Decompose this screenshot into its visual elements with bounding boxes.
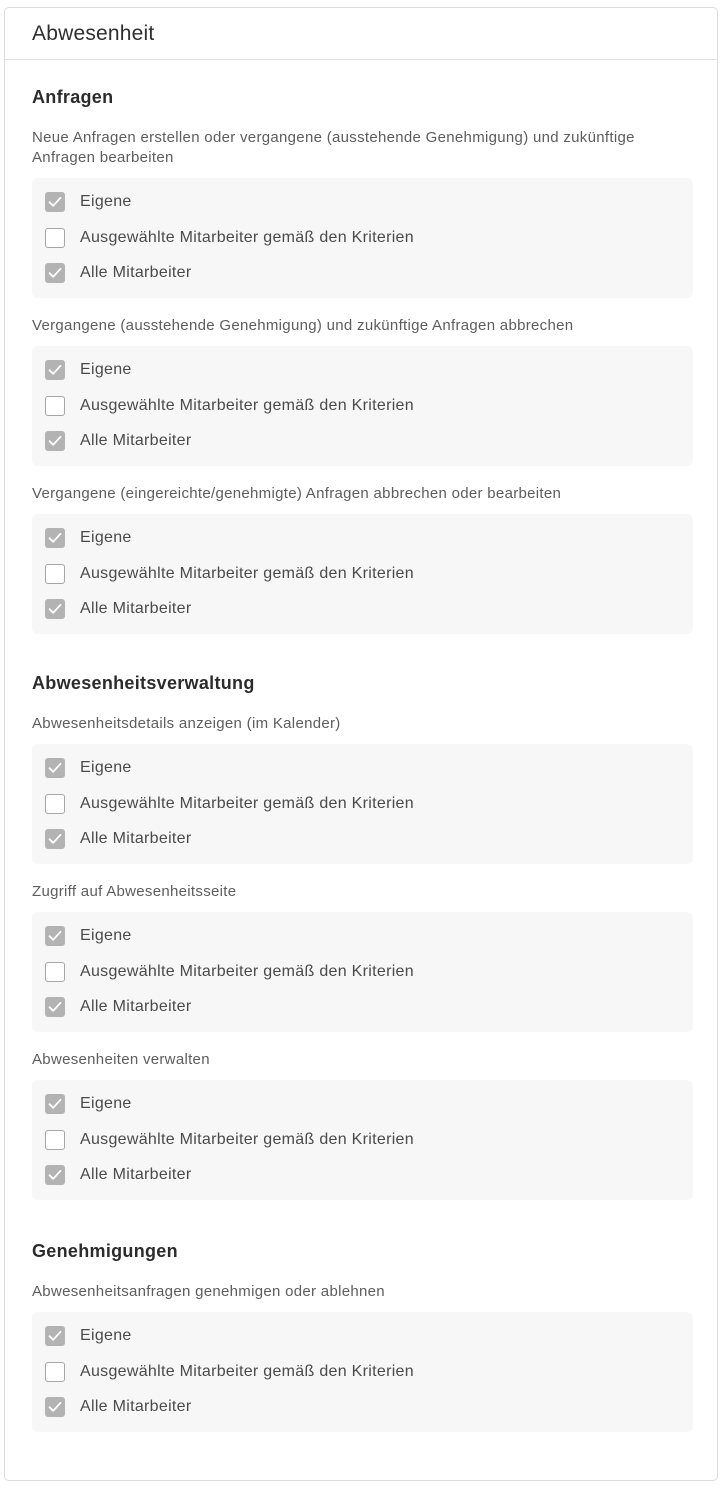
option-label: Ausgewählte Mitarbeiter gemäß den Kriterien [80, 228, 414, 246]
check-icon [48, 1169, 62, 1181]
permission-option[interactable] [45, 563, 693, 599]
permission-group [32, 484, 693, 634]
permission-section [32, 1241, 693, 1432]
permission-description: Abwesenheiten verwalten [32, 1051, 210, 1068]
permission-option[interactable] [45, 757, 693, 793]
permission-options [32, 744, 693, 864]
option-label: Eigene [80, 529, 132, 546]
checkbox-checked[interactable] [45, 1094, 65, 1114]
checkbox-checked[interactable] [45, 758, 65, 778]
check-icon [48, 930, 62, 942]
checkbox-checked[interactable] [45, 829, 65, 849]
option-label: Alle Mitarbeiter [80, 998, 192, 1015]
option-label: Eigene [80, 1095, 132, 1112]
check-icon [48, 1401, 62, 1413]
permission-option[interactable] [45, 1164, 693, 1200]
permission-options [32, 912, 693, 1032]
permission-option[interactable] [45, 395, 693, 431]
option-label: Ausgewählte Mitarbeiter gemäß den Kriterien [80, 794, 414, 812]
permission-option[interactable] [45, 996, 693, 1032]
check-icon [48, 762, 62, 774]
checkbox-checked[interactable] [45, 997, 65, 1017]
permission-group [32, 1050, 693, 1200]
absence-permissions-card [4, 7, 718, 1481]
checkbox-checked[interactable] [45, 599, 65, 619]
permission-group [32, 316, 693, 466]
checkbox-unchecked[interactable] [45, 1130, 65, 1150]
permission-group [32, 1282, 693, 1432]
permission-group [32, 882, 693, 1032]
check-icon [48, 1001, 62, 1013]
checkbox-unchecked[interactable] [45, 1362, 65, 1382]
section-title: Abwesenheitsverwaltung [32, 673, 255, 693]
option-label: Alle Mitarbeiter [80, 432, 192, 449]
option-label: Ausgewählte Mitarbeiter gemäß den Kriterien [80, 1130, 414, 1148]
check-icon [48, 435, 62, 447]
check-icon [48, 267, 62, 279]
option-label: Alle Mitarbeiter [80, 830, 192, 847]
permission-options [32, 1080, 693, 1200]
option-label: Ausgewählte Mitarbeiter gemäß den Kriterien [80, 564, 414, 582]
checkbox-checked[interactable] [45, 1165, 65, 1185]
check-icon [48, 196, 62, 208]
checkbox-checked[interactable] [45, 1397, 65, 1417]
permission-options [32, 1312, 693, 1432]
checkbox-unchecked[interactable] [45, 564, 65, 584]
permission-option[interactable] [45, 793, 693, 829]
checkbox-checked[interactable] [45, 528, 65, 548]
option-label: Alle Mitarbeiter [80, 264, 192, 281]
option-label: Ausgewählte Mitarbeiter gemäß den Kriterien [80, 962, 414, 980]
permission-option[interactable] [45, 262, 693, 298]
check-icon [48, 532, 62, 544]
card-title: Abwesenheit [32, 21, 155, 45]
permission-description: Abwesenheitsdetails anzeigen (im Kalender) [32, 715, 341, 732]
check-icon [48, 1330, 62, 1342]
option-label: Eigene [80, 759, 132, 776]
checkbox-checked[interactable] [45, 192, 65, 212]
permission-section [32, 673, 693, 1200]
option-label: Alle Mitarbeiter [80, 1398, 192, 1415]
option-label: Eigene [80, 193, 132, 210]
permission-group [32, 714, 693, 864]
permission-option[interactable] [45, 191, 693, 227]
option-label: Eigene [80, 1327, 132, 1344]
permission-description: Vergangene (eingereichte/genehmigte) Anfragen abbrechen oder bearbeiten [32, 485, 562, 502]
permission-options [32, 514, 693, 634]
check-icon [48, 603, 62, 615]
option-label: Eigene [80, 927, 132, 944]
permission-options [32, 178, 693, 298]
permission-option[interactable] [45, 1093, 693, 1129]
checkbox-checked[interactable] [45, 263, 65, 283]
option-label: Alle Mitarbeiter [80, 1166, 192, 1183]
permission-section [32, 87, 693, 634]
permission-option[interactable] [45, 227, 693, 263]
checkbox-checked[interactable] [45, 1326, 65, 1346]
permission-option[interactable] [45, 925, 693, 961]
permission-description: Zugriff auf Abwesenheitsseite [32, 883, 237, 900]
checkbox-checked[interactable] [45, 926, 65, 946]
checkbox-unchecked[interactable] [45, 962, 65, 982]
checkbox-unchecked[interactable] [45, 228, 65, 248]
permission-option[interactable] [45, 598, 693, 634]
check-icon [48, 364, 62, 376]
permission-description: Abwesenheitsanfragen genehmigen oder ablehnen [32, 1283, 385, 1300]
section-title: Genehmigungen [32, 1241, 178, 1261]
permission-option[interactable] [45, 1361, 693, 1397]
card-header [5, 8, 717, 60]
permission-option[interactable] [45, 828, 693, 864]
option-label: Eigene [80, 361, 132, 378]
permission-option[interactable] [45, 1396, 693, 1432]
check-icon [48, 833, 62, 845]
option-label: Alle Mitarbeiter [80, 600, 192, 617]
option-label: Ausgewählte Mitarbeiter gemäß den Kriterien [80, 396, 414, 414]
permission-description: Neue Anfragen erstellen oder vergangene (ausstehende Genehmigung) und zukünftige Anfragen bearbeiten [32, 129, 635, 166]
permission-option[interactable] [45, 527, 693, 563]
checkbox-checked[interactable] [45, 431, 65, 451]
option-label: Ausgewählte Mitarbeiter gemäß den Kriterien [80, 1362, 414, 1380]
permission-option[interactable] [45, 1129, 693, 1165]
checkbox-unchecked[interactable] [45, 396, 65, 416]
permission-option[interactable] [45, 430, 693, 466]
permission-option[interactable] [45, 1325, 693, 1361]
permission-group [32, 128, 693, 298]
permission-option[interactable] [45, 359, 693, 395]
checkbox-unchecked[interactable] [45, 794, 65, 814]
permission-option[interactable] [45, 961, 693, 997]
section-title: Anfragen [32, 87, 114, 107]
permission-description: Vergangene (ausstehende Genehmigung) und zukünftige Anfragen abbrechen [32, 317, 574, 334]
checkbox-checked[interactable] [45, 360, 65, 380]
permission-options [32, 346, 693, 466]
check-icon [48, 1098, 62, 1110]
